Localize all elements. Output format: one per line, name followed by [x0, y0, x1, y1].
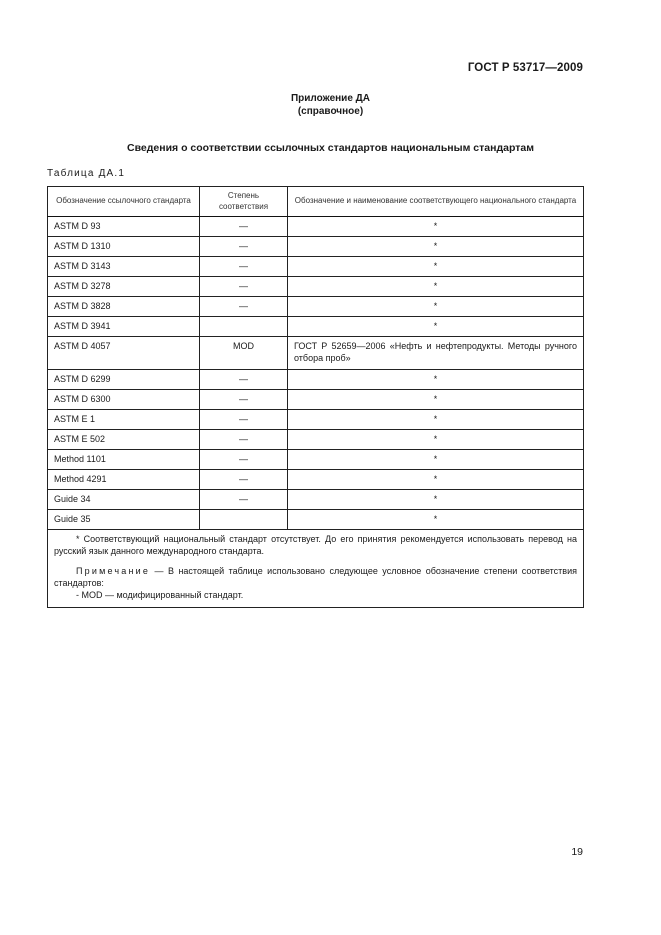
reference-cell: ASTM D 6299 — [48, 370, 200, 390]
national-cell: * — [288, 217, 584, 237]
degree-cell: — — [200, 430, 288, 450]
degree-cell: — — [200, 470, 288, 490]
national-cell: * — [288, 237, 584, 257]
table-row — [48, 370, 584, 390]
table-row — [48, 430, 584, 450]
reference-cell: ASTM D 6300 — [48, 390, 200, 410]
reference-cell: Guide 34 — [48, 490, 200, 510]
degree-cell — [200, 510, 288, 530]
national-cell: * — [288, 510, 584, 530]
degree-cell: — — [200, 277, 288, 297]
degree-cell: — — [200, 450, 288, 470]
table-row — [48, 257, 584, 277]
national-cell: * — [288, 430, 584, 450]
table-row — [48, 297, 584, 317]
degree-cell: — — [200, 390, 288, 410]
reference-cell: ASTM D 93 — [48, 217, 200, 237]
degree-cell: — — [200, 490, 288, 510]
table-caption: Таблица ДА.1 — [47, 168, 126, 179]
reference-cell: ASTM D 3828 — [48, 297, 200, 317]
reference-cell: Method 4291 — [48, 470, 200, 490]
table-row — [48, 317, 584, 337]
annex-heading — [0, 92, 661, 118]
table-row — [48, 510, 584, 530]
section-title: Сведения о соответствии ссылочных стандартов национальным стандартам — [127, 142, 534, 154]
national-cell: * — [288, 490, 584, 510]
degree-cell: MOD — [200, 337, 288, 370]
page-number: 19 — [571, 846, 583, 858]
table-row — [48, 337, 584, 370]
notes-cell — [48, 530, 584, 608]
note-paragraph — [54, 565, 577, 589]
national-cell: * — [288, 257, 584, 277]
annex-title: Приложение ДА — [290, 93, 371, 104]
note-label: Примечание — [76, 566, 151, 576]
header-reference-standard: Обозначение ссылочного стандарта — [48, 187, 200, 217]
national-cell: ГОСТ Р 52659—2006 «Нефть и нефтепродукты. Методы ручного отбора проб» — [288, 337, 584, 370]
reference-cell: Guide 35 — [48, 510, 200, 530]
reference-cell: ASTM D 3143 — [48, 257, 200, 277]
national-cell: * — [288, 277, 584, 297]
document-number: ГОСТ Р 53717—2009 — [467, 62, 583, 74]
annex-subtitle: (справочное) — [297, 106, 364, 117]
header-national-standard: Обозначение и наименование соответствующего национального стандарта — [288, 187, 584, 217]
national-cell: * — [288, 297, 584, 317]
table-row — [48, 410, 584, 430]
degree-cell: — — [200, 217, 288, 237]
standards-table — [47, 186, 584, 608]
table-row — [48, 450, 584, 470]
national-cell: * — [288, 317, 584, 337]
national-cell: * — [288, 450, 584, 470]
notes-row — [48, 530, 584, 608]
degree-cell — [200, 317, 288, 337]
header-degree: Степень соответствия — [200, 187, 288, 217]
national-cell: * — [288, 390, 584, 410]
table-row — [48, 390, 584, 410]
table-row — [48, 217, 584, 237]
table-row — [48, 237, 584, 257]
table-row — [48, 277, 584, 297]
degree-cell: — — [200, 370, 288, 390]
reference-cell: ASTM D 4057 — [48, 337, 200, 370]
table-row — [48, 470, 584, 490]
reference-cell: ASTM E 1 — [48, 410, 200, 430]
national-cell: * — [288, 370, 584, 390]
note-bullet: - MOD — модифицированный стандарт. — [76, 590, 244, 600]
national-cell: * — [288, 470, 584, 490]
table-header-row — [48, 187, 584, 217]
reference-cell: ASTM D 3278 — [48, 277, 200, 297]
degree-cell: — — [200, 297, 288, 317]
degree-cell: — — [200, 257, 288, 277]
reference-cell: ASTM D 1310 — [48, 237, 200, 257]
reference-cell: ASTM E 502 — [48, 430, 200, 450]
degree-cell: — — [200, 237, 288, 257]
reference-cell: ASTM D 3941 — [48, 317, 200, 337]
reference-cell: Method 1101 — [48, 450, 200, 470]
table-row — [48, 490, 584, 510]
footnote-star: * Соответствующий национальный стандарт отсутствует. До его принятия рекомендуется использовать перевод на русский язык данного международного стандарта. — [54, 534, 577, 556]
national-cell: * — [288, 410, 584, 430]
note-text: — В настоящей таблице использовано следующее условное обозначение степени соответствия стандартов: — [54, 566, 577, 588]
degree-cell: — — [200, 410, 288, 430]
